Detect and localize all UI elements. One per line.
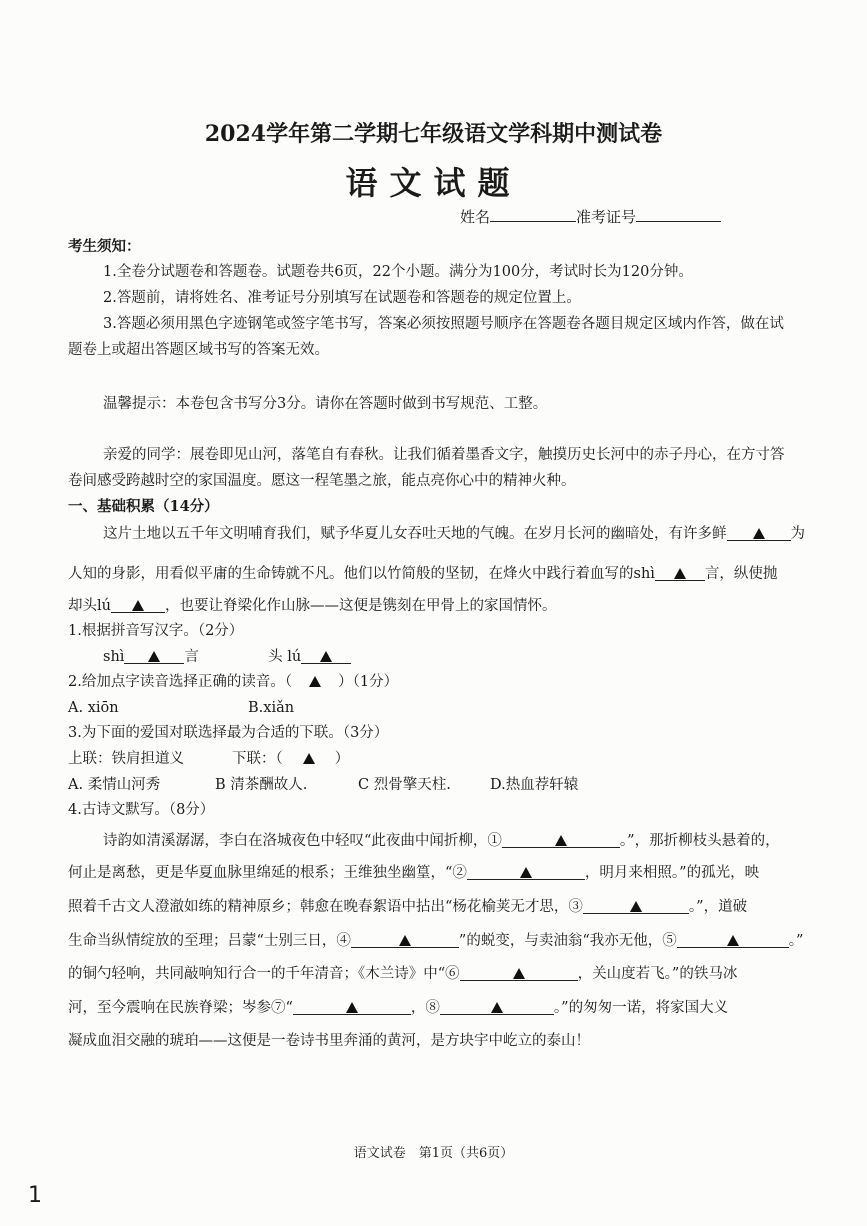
passage-line: [68, 565, 777, 583]
stem-text: 下联：（: [232, 751, 283, 767]
option-c[interactable]: C 烈骨擎天柱.: [358, 777, 451, 793]
exam-sub-title: 语文试题: [345, 164, 522, 202]
triangle-marker-icon: [727, 935, 739, 946]
poem-text: 照着千古文人澄澈如练的精神原乡；韩愈在晚春絮语中拈出“杨花榆荚无才思，③: [68, 899, 583, 915]
option-b[interactable]: B 清茶酬故人.: [215, 777, 308, 793]
poem-text: 。”，那折柳枝头悬着的，: [619, 833, 780, 849]
option-a[interactable]: A. 柔情山河秀: [68, 777, 161, 793]
notice-item: 2.答题前，请将姓名、准考证号分别填写在试题卷和答题卷的规定位置上。: [103, 290, 581, 306]
choice-slot[interactable]: [283, 750, 335, 768]
triangle-marker-icon: [346, 1002, 358, 1013]
char-text: 言: [184, 649, 199, 665]
option-a[interactable]: A. xiōn: [68, 700, 119, 716]
notice-item: 1.全卷分试题卷和答题卷。试题卷共6页，22个小题。满分为100分，考试时长为120分钟。: [103, 264, 693, 280]
question-stem: [68, 673, 398, 691]
page-number: 1: [28, 1183, 42, 1208]
triangle-marker-icon: [320, 651, 332, 662]
poem-text: 诗韵如清溪潺潺，李白在洛城夜色中轻叹“此夜曲中闻折柳，①: [103, 833, 502, 849]
poem-text: 河，至今震响在民族脊梁；岑参⑦“: [68, 1000, 293, 1016]
passage-text: 人知的身影，用看似平庸的生命铸就不凡。他们以竹简般的坚韧，在烽火中践行着血写的shì: [68, 566, 655, 582]
triangle-marker-icon: [513, 968, 525, 979]
pinyin-text: shì: [103, 649, 125, 665]
triangle-marker-icon: [399, 935, 411, 946]
answer-blank[interactable]: [655, 565, 705, 581]
poem-line: [68, 932, 803, 950]
passage-text: 这片土地以五千年文明哺育我们，赋予华夏儿女吞吐天地的气魄。在岁月长河的幽暗处，有许多鲜: [103, 526, 727, 542]
poem-line: [68, 965, 737, 983]
name-label: 姓名: [460, 208, 491, 226]
poem-line: [68, 864, 759, 882]
triangle-marker-icon: [303, 753, 315, 764]
poem-text: 。”，道破: [688, 899, 748, 915]
passage-text: 却头lú: [68, 598, 111, 614]
poem-text: ，⑧: [410, 1000, 440, 1016]
poem-line: [103, 832, 780, 850]
couplet-lower: [232, 750, 349, 768]
q1-answers: [103, 648, 351, 666]
poem-text: 生命当纵情绽放的至理；吕蒙“士别三日，④: [68, 933, 351, 949]
writing-tip: 温馨提示：本卷包含书写分3分。请你在答题时做到书写规范、工整。: [103, 396, 548, 412]
name-blank[interactable]: [490, 205, 576, 222]
poem-text: ，关山度若飞。”的铁马冰: [577, 966, 738, 982]
notice-heading: 考生须知：: [68, 238, 141, 255]
answer-blank[interactable]: [293, 999, 411, 1015]
answer-blank[interactable]: [677, 932, 789, 948]
answer-blank[interactable]: [727, 525, 791, 541]
poem-text: 何止是离愁，更是华夏血脉里绵延的根系；王维独坐幽篁，“②: [68, 865, 467, 881]
exam-main-title: 2024学年第二学期七年级语文学科期中测试卷: [204, 121, 663, 147]
poem-line: [68, 999, 728, 1017]
couplet-upper: 上联：铁肩担道义: [68, 751, 184, 767]
answer-blank[interactable]: [583, 898, 689, 914]
passage-text: 为: [790, 526, 805, 542]
stem-text: ）: [334, 751, 350, 767]
passage-text: 言，纵使抛: [704, 566, 778, 582]
intro-line: 亲爱的同学：展卷即见山河，落笔自有春秋。让我们循着墨香文字，触摸历史长河中的赤子丹心，在方寸答: [103, 447, 785, 463]
triangle-marker-icon: [520, 867, 532, 878]
id-blank[interactable]: [636, 205, 721, 222]
triangle-marker-icon: [555, 835, 567, 846]
question-stem: 3.为下面的爱国对联选择最为合适的下联。（3分）: [68, 725, 389, 741]
notice-item: 3.答题必须用黑色字迹钢笔或签字笔书写，答案必须按照题号顺序在答题卷各题目规定区域内作答，做在试: [103, 316, 784, 332]
notice-item: 题卷上或超出答题区域书写的答案无效。: [68, 342, 329, 358]
triangle-marker-icon: [491, 1002, 503, 1013]
passage-text: ，也要让脊梁化作山脉——这便是镌刻在甲骨上的家国情怀。: [164, 598, 557, 614]
answer-blank[interactable]: [440, 999, 554, 1015]
question-stem: 1.根据拼音写汉字。（2分）: [68, 623, 244, 639]
answer-blank[interactable]: [502, 832, 620, 848]
choice-slot[interactable]: [292, 673, 338, 691]
triangle-marker-icon: [674, 568, 686, 579]
triangle-marker-icon: [630, 901, 642, 912]
poem-text: 。”的匆匆一诺，将家国大义: [553, 1000, 729, 1016]
stem-text: 2.给加点字读音选择正确的读音。（: [68, 674, 293, 690]
question-stem: 4.古诗文默写。（8分）: [68, 802, 215, 818]
answer-blank[interactable]: [351, 932, 459, 948]
page-footer: 语文试卷 第1页（共6页）: [353, 1146, 514, 1161]
poem-line: 凝成血泪交融的琥珀——这便是一卷诗书里奔涌的黄河，是方块宇中屹立的泰山！: [68, 1033, 590, 1049]
poem-text: ”的蜕变，与卖油翁“我亦无他，⑤: [458, 933, 677, 949]
poem-text: 。”: [788, 933, 804, 949]
option-d[interactable]: D.热血荐轩辕: [490, 777, 579, 793]
section-heading: 一、基础积累（14分）: [68, 498, 219, 515]
intro-line: 卷间感受跨越时空的家国温度。愿这一程笔墨之旅，能点亮你心中的精神火种。: [68, 473, 576, 489]
triangle-marker-icon: [148, 651, 160, 662]
passage-line: [68, 597, 556, 615]
pinyin-text: lú: [287, 649, 302, 665]
triangle-marker-icon: [753, 528, 765, 539]
stem-text: ）（1分）: [338, 674, 399, 690]
answer-blank[interactable]: [111, 597, 165, 613]
passage-line: [103, 525, 805, 543]
triangle-marker-icon: [309, 676, 321, 687]
answer-blank[interactable]: [124, 648, 184, 664]
id-label: 准考证号: [576, 208, 637, 226]
poem-line: [68, 898, 747, 916]
triangle-marker-icon: [132, 600, 144, 611]
answer-blank[interactable]: [467, 864, 585, 880]
answer-blank[interactable]: [460, 965, 578, 981]
poem-text: ，明月来相照。”的孤光，映: [584, 865, 760, 881]
option-b[interactable]: B.xiǎn: [248, 700, 295, 716]
answer-blank[interactable]: [301, 648, 351, 664]
char-text: 头: [268, 649, 283, 665]
poem-text: 的铜勺轻响，共同敲响知行合一的千年清音；《木兰诗》中“⑥: [68, 966, 460, 982]
candidate-info-line: [460, 205, 721, 227]
